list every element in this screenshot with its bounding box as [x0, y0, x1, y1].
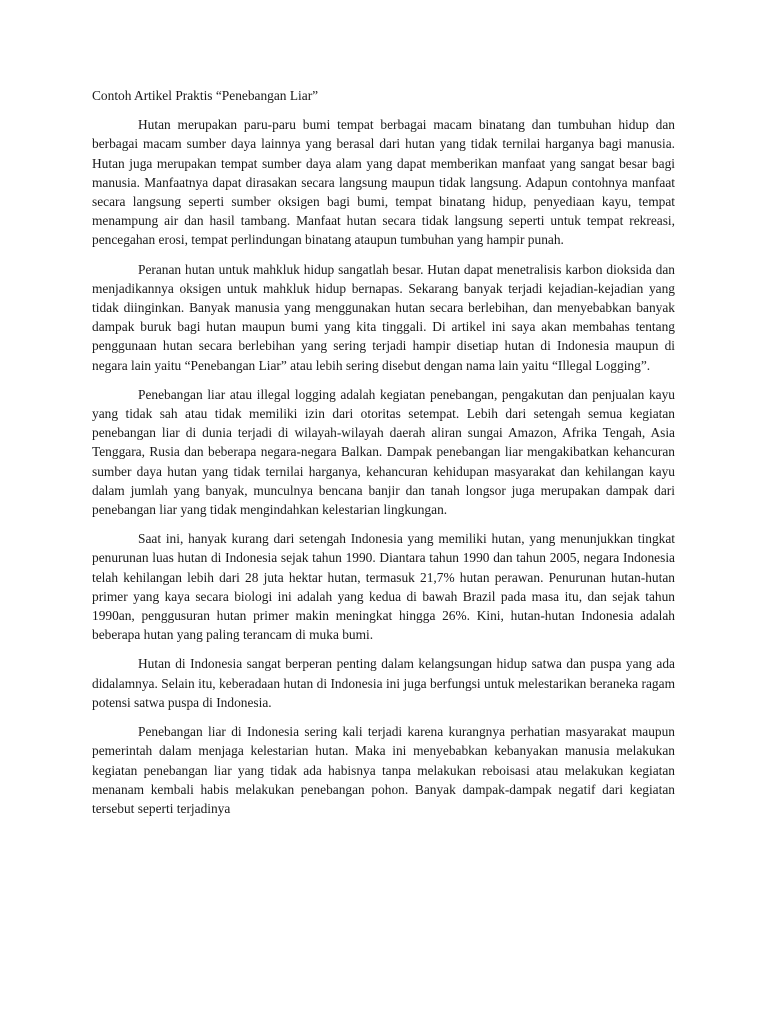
article-title: Contoh Artikel Praktis “Penebangan Liar” [92, 88, 319, 103]
paragraph-2: Peranan hutan untuk mahkluk hidup sangatlah besar. Hutan dapat menetralisis karbon dioksida dan menjadikannya oksigen untuk mahkluk hidup bernapas. Sekarang banyak terjadi kejadian-kejadian yang tidak diinginkan. Banyak manusia yang menggunakan hutan secara berlebihan, dan menyebabkan banyak dampak buruk bagi hutan maupun bumi yang kita tinggali. Di artikel ini saya akan membahas tentang penggunaan hutan secara berlebihan yang sering terjadi hampir disetiap hutan di Indonesia maupun di negara lain yaitu “Penebangan Liar” atau lebih sering disebut dengan nama lain yaitu “Illegal Logging”. [92, 261, 675, 373]
document-page [92, 86, 675, 828]
paragraph-6: Penebangan liar di Indonesia sering kali terjadi karena kurangnya perhatian masyarakat maupun pemerintah dalam menjaga kelestarian hutan. Maka ini menyebabkan kebanyakan manusia melakukan kegiatan penebangan liar yang tidak ada habisnya tanpa melakukan reboisasi atau melakukan kegiatan menanam kembali habis melakukan penebangan pohon. Banyak dampak-dampak negatif dari kegiatan tersebut seperti terjadinya [92, 724, 675, 816]
paragraph-3: Penebangan liar atau illegal logging adalah kegiatan penebangan, pengakutan dan penjualan kayu yang tidak sah atau tidak memiliki izin dari otoritas setempat. Lebih dari setengah semua kegiatan penebangan liar di dunia terjadi di wilayah-wilayah daerah aliran sungai Amazon, Afrika Tengah, Asia Tenggara, Rusia dan beberapa negara-negara Balkan. Dampak penebangan liar mengakibatkan kehancuran sumber daya hutan yang tidak ternilai harganya, kehancuran kehidupan masyarakat dan kehilangan kayu dalam jumlah yang banyak, munculnya bencana banjir dan tanah longsor juga merupakan dampak dari penebangan liar yang tidak mengindahkan kelestarian lingkungan. [92, 386, 675, 518]
paragraph-5: Hutan di Indonesia sangat berperan penting dalam kelangsungan hidup satwa dan puspa yang ada didalamnya. Selain itu, keberadaan hutan di Indonesia ini juga berfungsi untuk melestarikan beraneka ragam potensi satwa puspa di Indonesia. [92, 656, 675, 710]
paragraph-1: Hutan merupakan paru-paru bumi tempat berbagai macam binatang dan tumbuhan hidup dan berbagai macam sumber daya lainnya yang berasal dari hutan yang tidak ternilai harganya bagi manusia. Hutan juga merupakan tempat sumber daya alam yang dapat memberikan manfaat yang sangat besar bagi manusia. Manfaatnya dapat dirasakan secara langsung maupun tidak langsung. Adapun contohnya manfaat secara langsung seperti sumber oksigen bagi bumi, tempat binatang hidup, penyediaan kayu, tempat menampung air dan hasil tambang. Manfaat hutan secara tidak langsung seperti untuk tempat rekreasi, pencegahan erosi, tempat perlindungan binatang ataupun tumbuhan yang hampir punah. [92, 117, 675, 248]
paragraph-4: Saat ini, hanyak kurang dari setengah Indonesia yang memiliki hutan, yang menunjukkan tingkat penurunan luas hutan di Indonesia sejak tahun 1990. Diantara tahun 1990 dan tahun 2005, negara Indonesia telah kehilangan lebih dari 28 juta hektar hutan, termasuk 21,7% hutan perawan. Penurunan hutan-hutan primer yang kaya secara biologi ini adalah yang kedua di bawah Brazil pada masa itu, dan sejak tahun 1990an, penggusuran hutan primer makin meningkat hingga 26%. Kini, hutan-hutan Indonesia adalah beberapa hutan yang paling terancam di muka bumi. [92, 531, 675, 643]
